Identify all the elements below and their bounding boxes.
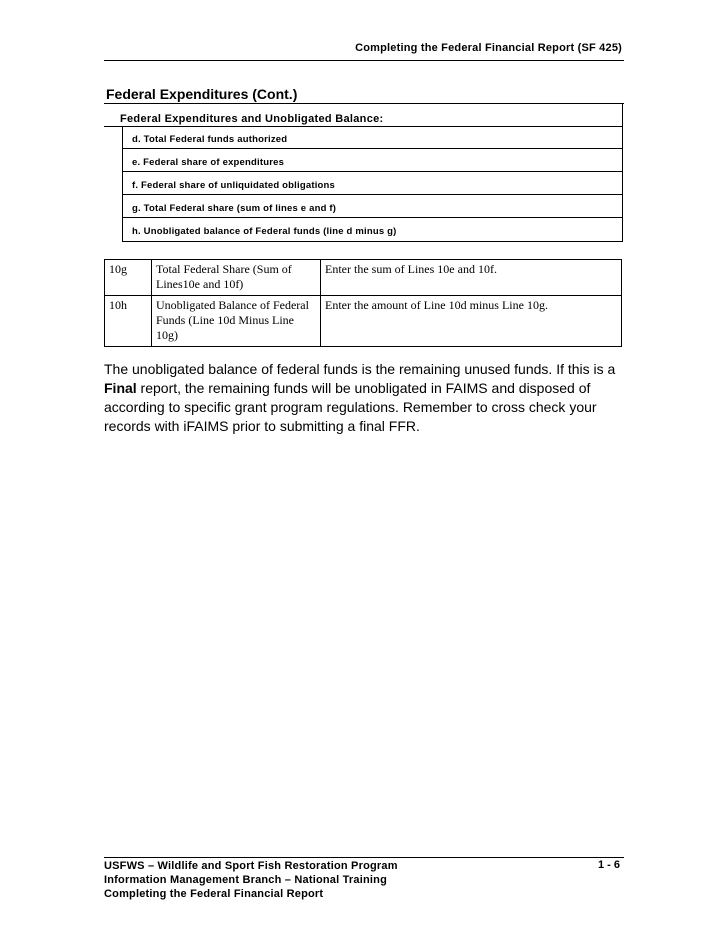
footer-line-3: Completing the Federal Financial Report <box>104 888 324 900</box>
body-text-end: report, the remaining funds will be unobligated in FAIMS and disposed of according to specific grant program regulations. Remember to cross check your records with iFAIMS prior to submitting a final FFR. <box>104 380 597 434</box>
table-row <box>105 296 622 347</box>
line-number-cell: 10h <box>105 296 152 347</box>
body-text-start: The unobligated balance of federal funds is the remaining unused funds. If this is a <box>104 361 616 377</box>
line-name-cell: Unobligated Balance of Federal Funds (Line 10d Minus Line 10g) <box>152 296 321 347</box>
table-row <box>105 260 622 296</box>
footer-rule <box>104 857 624 858</box>
form-line-label: h. Unobligated balance of Federal funds (line d minus g) <box>132 226 397 237</box>
form-lines <box>122 126 622 242</box>
header-rule <box>104 60 624 61</box>
footer-line-1: USFWS – Wildlife and Sport Fish Restoration Program <box>104 860 398 872</box>
running-header: Completing the Federal Financial Report (SF 425) <box>355 42 622 54</box>
line-instruction-cell: Enter the amount of Line 10d minus Line 10g. <box>321 296 622 347</box>
line-number-cell: 10g <box>105 260 152 296</box>
form-line-d <box>123 126 622 149</box>
page-number: 1 - 6 <box>597 859 620 871</box>
line-name-cell: Total Federal Share (Sum of Lines10e and 10f) <box>152 260 321 296</box>
section-title: Federal Expenditures (Cont.) <box>106 86 298 102</box>
form-line-label: g. Total Federal share (sum of lines e and f) <box>132 203 337 214</box>
footer-line-2: Information Management Branch – National Training <box>104 874 388 886</box>
form-line-g <box>123 195 622 218</box>
form-line-label: e. Federal share of expenditures <box>132 157 285 168</box>
form-excerpt <box>104 104 623 242</box>
form-excerpt-subtitle: Federal Expenditures and Unobligated Balance: <box>120 113 384 125</box>
form-line-label: f. Federal share of unliquidated obligations <box>132 180 336 191</box>
line-instruction-cell: Enter the sum of Lines 10e and 10f. <box>321 260 622 296</box>
form-line-h <box>123 218 622 241</box>
body-text-bold: Final <box>104 380 137 396</box>
body-paragraph <box>104 360 634 436</box>
form-line-e <box>123 149 622 172</box>
line-instructions-table <box>104 259 622 347</box>
form-line-label: d. Total Federal funds authorized <box>132 134 288 145</box>
form-line-f <box>123 172 622 195</box>
